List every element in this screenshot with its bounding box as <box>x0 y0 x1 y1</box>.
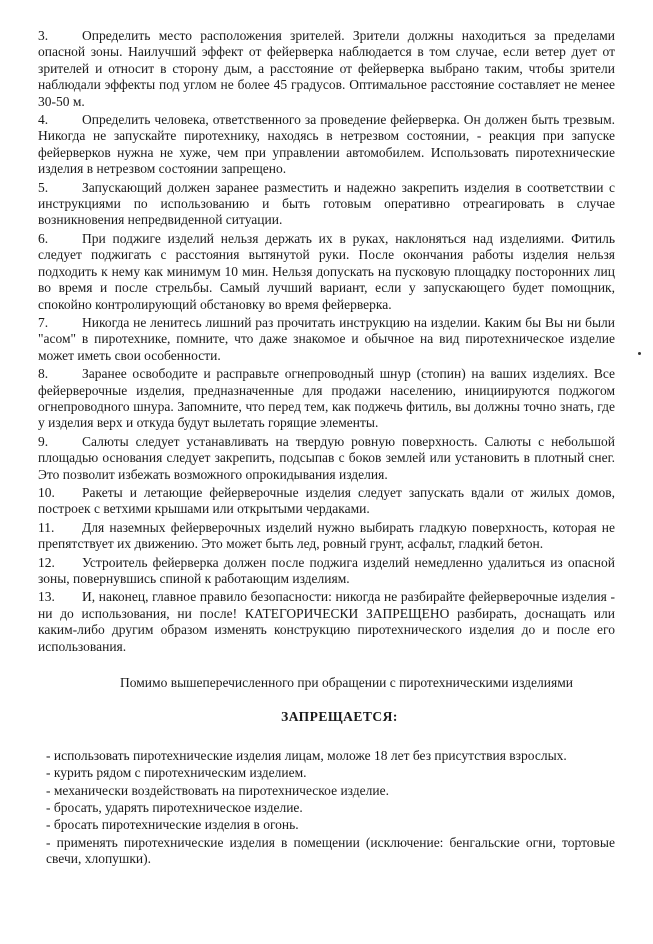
rule-text: Определить человека, ответственного за проведение фейерверка. Он должен быть трезвым. Никогда не запускайте пиротехнику, находясь в нетрезвом состоянии, - реакция при запуске фейерверков нужна не хуже, чем при управлении автомобилем. Использовать пиротехнические изделия в нетрезвом состоянии запрещено. <box>38 112 615 177</box>
rule-number: 3. <box>38 28 49 43</box>
rule-number: 6. <box>38 230 49 246</box>
rule-item <box>38 589 615 655</box>
prohibition-item: - использовать пиротехнические изделия лицам, моложе 18 лет без присутствия взрослых. <box>46 747 567 763</box>
prohibition-item: - бросать, ударять пиротехническое изделие. <box>46 800 303 816</box>
prohibition-item: - курить рядом с пиротехническим изделием. <box>46 765 307 781</box>
section-heading: ЗАПРЕЩАЕТСЯ: <box>281 709 398 725</box>
rule-item <box>38 520 615 553</box>
rule-number: 11. <box>38 519 55 535</box>
rule-item <box>38 112 615 178</box>
rule-text: Устроитель фейерверка должен после поджига изделий немедленно удалиться из опасной зоны, повернувшись спиной к работающим изделиям. <box>38 554 615 586</box>
rule-item <box>38 485 615 518</box>
rule-text: Заранее освободите и расправьте огнепроводный шнур (стопин) на ваших изделиях. Все фейерверочные изделия, предназначенные для продажи населению, инициируются поджогом огнепроводного шнура. Запомните, что перед тем, как поджечь фитиль, вы должны точно знать, где у изделия верх и откуда будут вылетать горящие элементы. <box>38 366 615 431</box>
rule-text: Ракеты и летающие фейерверочные изделия следует запускать вдали от жилых домов, построек с ветхими крышами или открытыми чердаками. <box>38 484 615 517</box>
rule-number: 13. <box>38 589 55 605</box>
rule-text: Никогда не ленитесь лишний раз прочитать инструкцию на изделии. Каким бы Вы ни были "асом" в пиротехнике, помните, что даже знакомое и обычное на вид пиротехническое изделие может иметь свои особенности. <box>38 314 615 363</box>
rule-number: 7. <box>38 314 49 330</box>
rule-item <box>38 555 615 588</box>
rule-text: И, наконец, главное правило безопасности: никогда не разбирайте фейерверочные изделия - ни до использования, ни после! КАТЕГОРИЧЕСКИ ЗАПРЕЩЕНО разбирать, доснащать или каким-либо другим образом изменять конструкцию пиротехнического изделия до и после его использования. <box>38 589 615 654</box>
rule-text: Запускающий должен заранее разместить и надежно закрепить изделия в соответствии с инструкциями по использованию и быть готовым оперативно отреагировать в случае возникновения непредвиденной ситуации. <box>38 179 615 228</box>
rule-number: 10. <box>38 484 55 500</box>
rule-number: 9. <box>38 433 49 449</box>
rule-text: Для наземных фейерверочных изделий нужно выбирать гладкую поверхность, которая не препятствует их движению. Это может быть лед, ровный грунт, асфальт, гладкий бетон. <box>38 519 615 552</box>
rule-number: 8. <box>38 366 49 382</box>
document-page <box>38 28 615 869</box>
rule-item <box>38 315 615 364</box>
rule-item <box>38 366 615 432</box>
scan-speck <box>638 352 641 355</box>
rule-text: Салюты следует устанавливать на твердую ровную поверхность. Салюты с небольшой площадью основания следует закрепить, подсыпав с боков землей или установить в плотный снег. Это позволит избежать возможного опрокидывания изделия. <box>38 433 615 482</box>
prohibition-item: - механически воздействовать на пиротехническое изделие. <box>46 782 389 798</box>
prohibitions-list <box>38 748 615 868</box>
prohibition-item: - бросать пиротехнические изделия в огонь. <box>46 817 299 833</box>
rule-text: При поджиге изделий нельзя держать их в руках, наклоняться над изделиями. Фитиль следует поджигать с расстояния вытянутой руки. После окончания работы изделия нельзя подходить к нему как минимум 10 мин. Нельзя допускать на пусковую площадку посторонних лиц во время и после стрельбы. Самый лучший вариант, если у запускающего будет помощник, спокойно контролирующий обстановку во время фейерверка. <box>38 230 615 312</box>
rules-list <box>38 28 615 655</box>
rule-number: 4. <box>38 112 49 128</box>
prohibition-item: - применять пиротехнические изделия в помещении (исключение: бенгальские огни, тортовые свечи, хлопушки). <box>46 834 615 867</box>
rule-item <box>38 231 615 313</box>
rule-item <box>38 434 615 483</box>
rule-number: 5. <box>38 179 49 195</box>
rule-item <box>38 28 615 110</box>
intro-text: Помимо вышеперечисленного при обращении с пиротехническими изделиями <box>120 675 573 691</box>
rule-number: 12. <box>38 554 55 570</box>
rule-item <box>38 180 615 229</box>
rule-text: Определить место расположения зрителей. Зрители должны находиться за пределами опасной зоны. Наилучший эффект от фейерверка наблюдается в том случае, если ветер дует от зрителей и относит в сторону дым, а расстояние от фейерверка выбрано таким, чтобы зрители наблюдали эффекты под углом не более 45 градусов. Оптимальное расстояние составляет не менее 30-50 м. <box>38 28 615 109</box>
